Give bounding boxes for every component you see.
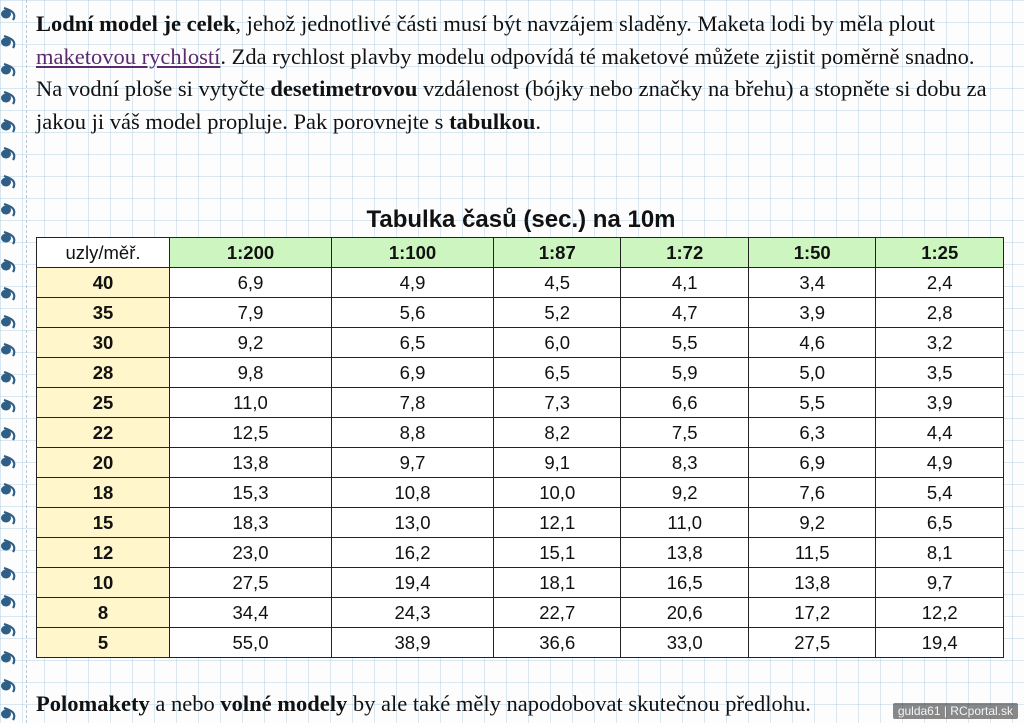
table-row — [37, 298, 1004, 328]
time-cell: 7,5 — [621, 418, 748, 448]
knots-cell: 25 — [37, 388, 170, 418]
time-cell: 6,5 — [332, 328, 494, 358]
time-cell: 4,7 — [621, 298, 748, 328]
spiral-ring-icon — [1, 344, 14, 356]
spiral-ring-icon — [1, 232, 14, 244]
intro-text-3: vzdálenost (bójky nebo značky na břehu) a stopněte si dobu za jakou ji váš model propluje. Pak porovnejte s — [36, 76, 987, 134]
spiral-ring-icon — [1, 484, 14, 496]
time-cell: 5,4 — [876, 478, 1004, 508]
time-cell: 36,6 — [494, 628, 621, 658]
time-cell: 4,1 — [621, 268, 748, 298]
time-cell: 15,3 — [170, 478, 332, 508]
time-cell: 4,6 — [748, 328, 875, 358]
time-cell: 20,6 — [621, 598, 748, 628]
spiral-ring-icon — [1, 624, 14, 636]
time-cell: 6,5 — [494, 358, 621, 388]
table-row — [37, 268, 1004, 298]
time-cell: 19,4 — [876, 628, 1004, 658]
time-cell: 5,6 — [332, 298, 494, 328]
time-cell: 19,4 — [332, 568, 494, 598]
spiral-ring-icon — [1, 708, 14, 720]
time-cell: 5,5 — [748, 388, 875, 418]
time-cell: 3,9 — [748, 298, 875, 328]
table-header-row — [37, 238, 1004, 268]
table-row — [37, 358, 1004, 388]
time-cell: 23,0 — [170, 538, 332, 568]
time-cell: 5,2 — [494, 298, 621, 328]
spiral-ring-icon — [1, 92, 14, 104]
table-row — [37, 628, 1004, 658]
time-cell: 3,5 — [876, 358, 1004, 388]
time-cell: 9,8 — [170, 358, 332, 388]
time-cell: 7,9 — [170, 298, 332, 328]
table-row — [37, 418, 1004, 448]
knots-cell: 15 — [37, 508, 170, 538]
time-cell: 6,9 — [748, 448, 875, 478]
time-cell: 18,3 — [170, 508, 332, 538]
scale-header: 1:87 — [494, 238, 621, 268]
time-cell: 9,2 — [748, 508, 875, 538]
time-cell: 12,2 — [876, 598, 1004, 628]
time-cell: 7,8 — [332, 388, 494, 418]
spiral-ring-icon — [1, 512, 14, 524]
outro-paragraph — [36, 688, 1016, 720]
time-cell: 13,8 — [170, 448, 332, 478]
knots-cell: 35 — [37, 298, 170, 328]
table-row — [37, 478, 1004, 508]
intro-bold-distance: desetimetrovou — [270, 76, 418, 101]
time-cell: 15,1 — [494, 538, 621, 568]
time-cell: 13,0 — [332, 508, 494, 538]
spiral-ring-icon — [1, 204, 14, 216]
knots-cell: 30 — [37, 328, 170, 358]
table-row — [37, 568, 1004, 598]
time-cell: 6,9 — [170, 268, 332, 298]
time-cell: 9,2 — [621, 478, 748, 508]
spiral-ring-icon — [1, 568, 14, 580]
knots-cell: 40 — [37, 268, 170, 298]
knots-cell: 5 — [37, 628, 170, 658]
spiral-ring-icon — [1, 680, 14, 692]
table-row — [37, 508, 1004, 538]
table-row — [37, 538, 1004, 568]
time-cell: 12,5 — [170, 418, 332, 448]
time-cell: 8,1 — [876, 538, 1004, 568]
time-cell: 6,5 — [876, 508, 1004, 538]
table-body — [37, 268, 1004, 658]
time-cell: 5,5 — [621, 328, 748, 358]
time-cell: 55,0 — [170, 628, 332, 658]
time-cell: 11,5 — [748, 538, 875, 568]
intro-text-1: , jehož jednotlivé části musí být navzájem sladěny. Maketa lodi by měla plout — [235, 11, 935, 36]
time-cell: 27,5 — [170, 568, 332, 598]
time-cell: 8,3 — [621, 448, 748, 478]
time-cell: 17,2 — [748, 598, 875, 628]
time-cell: 10,0 — [494, 478, 621, 508]
spiral-ring-icon — [1, 288, 14, 300]
time-cell: 33,0 — [621, 628, 748, 658]
time-cell: 4,9 — [876, 448, 1004, 478]
intro-text-4: . — [535, 108, 541, 134]
scale-header: 1:25 — [876, 238, 1004, 268]
time-cell: 12,1 — [494, 508, 621, 538]
table-row — [37, 448, 1004, 478]
time-cell: 2,4 — [876, 268, 1004, 298]
table-title: Tabulka časů (sec.) na 10m — [366, 206, 676, 233]
knots-cell: 22 — [37, 418, 170, 448]
time-cell: 16,5 — [621, 568, 748, 598]
time-cell: 3,9 — [876, 388, 1004, 418]
time-cell: 9,2 — [170, 328, 332, 358]
spiral-ring-icon — [1, 176, 14, 188]
intro-bold-lead: Lodní model je celek — [36, 11, 236, 36]
spiral-ring-icon — [1, 8, 14, 20]
spiral-ring-icon — [1, 36, 14, 48]
knots-cell: 18 — [37, 478, 170, 508]
time-cell: 4,5 — [494, 268, 621, 298]
time-cell: 7,6 — [748, 478, 875, 508]
spiral-ring-icon — [1, 316, 14, 328]
knots-cell: 28 — [37, 358, 170, 388]
intro-bold-table: tabulkou — [449, 108, 536, 134]
scale-header: 1:200 — [170, 238, 332, 268]
knots-cell: 20 — [37, 448, 170, 478]
time-cell: 9,7 — [876, 568, 1004, 598]
time-cell: 3,4 — [748, 268, 875, 298]
margin-line — [26, 0, 27, 723]
time-cell: 16,2 — [332, 538, 494, 568]
spiral-ring-icon — [1, 64, 14, 76]
spiral-ring-icon — [1, 540, 14, 552]
time-cell: 11,0 — [621, 508, 748, 538]
scale-speed-link[interactable]: maketovou rychlostí — [36, 43, 221, 69]
time-cell: 9,7 — [332, 448, 494, 478]
time-cell: 6,3 — [748, 418, 875, 448]
time-cell: 34,4 — [170, 598, 332, 628]
time-cell: 13,8 — [621, 538, 748, 568]
time-cell: 8,8 — [332, 418, 494, 448]
time-cell: 6,6 — [621, 388, 748, 418]
watermark: gulda61 | RCportal.sk — [893, 703, 1018, 719]
time-cell: 3,2 — [876, 328, 1004, 358]
outro-text-1: a nebo — [149, 691, 221, 716]
scale-header: 1:100 — [332, 238, 494, 268]
table-row — [37, 388, 1004, 418]
outro-bold-1: Polomakety — [36, 691, 150, 716]
spiral-ring-icon — [1, 456, 14, 468]
spiral-ring-icon — [1, 400, 14, 412]
corner-header: uzly/měř. — [37, 238, 170, 268]
time-cell: 8,2 — [494, 418, 621, 448]
spiral-ring-icon — [1, 428, 14, 440]
scale-header: 1:72 — [621, 238, 748, 268]
table-row — [37, 598, 1004, 628]
spiral-ring-icon — [1, 148, 14, 160]
time-cell: 38,9 — [332, 628, 494, 658]
outro-text-2: by ale také měly napodobovat skutečnou předlohu. — [347, 691, 811, 716]
time-cell: 18,1 — [494, 568, 621, 598]
knots-cell: 12 — [37, 538, 170, 568]
time-cell: 2,8 — [876, 298, 1004, 328]
time-cell: 24,3 — [332, 598, 494, 628]
spiral-ring-icon — [1, 120, 14, 132]
knots-cell: 8 — [37, 598, 170, 628]
spiral-ring-icon — [1, 372, 14, 384]
table-row — [37, 328, 1004, 358]
time-cell: 6,9 — [332, 358, 494, 388]
time-cell: 11,0 — [170, 388, 332, 418]
intro-paragraph — [36, 8, 996, 138]
time-cell: 6,0 — [494, 328, 621, 358]
scale-header: 1:50 — [748, 238, 875, 268]
spiral-ring-icon — [1, 596, 14, 608]
spiral-ring-icon — [1, 652, 14, 664]
time-cell: 5,0 — [748, 358, 875, 388]
time-cell: 4,4 — [876, 418, 1004, 448]
intro-text-2: . Zda rychlost plavby modelu odpovídá té maketové můžete zjistit poměrně snadno. Na vodní ploše si vytyčte — [36, 43, 975, 101]
knots-cell: 10 — [37, 568, 170, 598]
spiral-ring-icon — [1, 260, 14, 272]
time-cell: 22,7 — [494, 598, 621, 628]
time-cell: 10,8 — [332, 478, 494, 508]
time-cell: 13,8 — [748, 568, 875, 598]
outro-bold-2: volné modely — [220, 691, 348, 716]
time-cell: 9,1 — [494, 448, 621, 478]
time-cell: 5,9 — [621, 358, 748, 388]
time-cell: 27,5 — [748, 628, 875, 658]
time-cell: 7,3 — [494, 388, 621, 418]
times-table — [36, 237, 1004, 658]
time-cell: 4,9 — [332, 268, 494, 298]
